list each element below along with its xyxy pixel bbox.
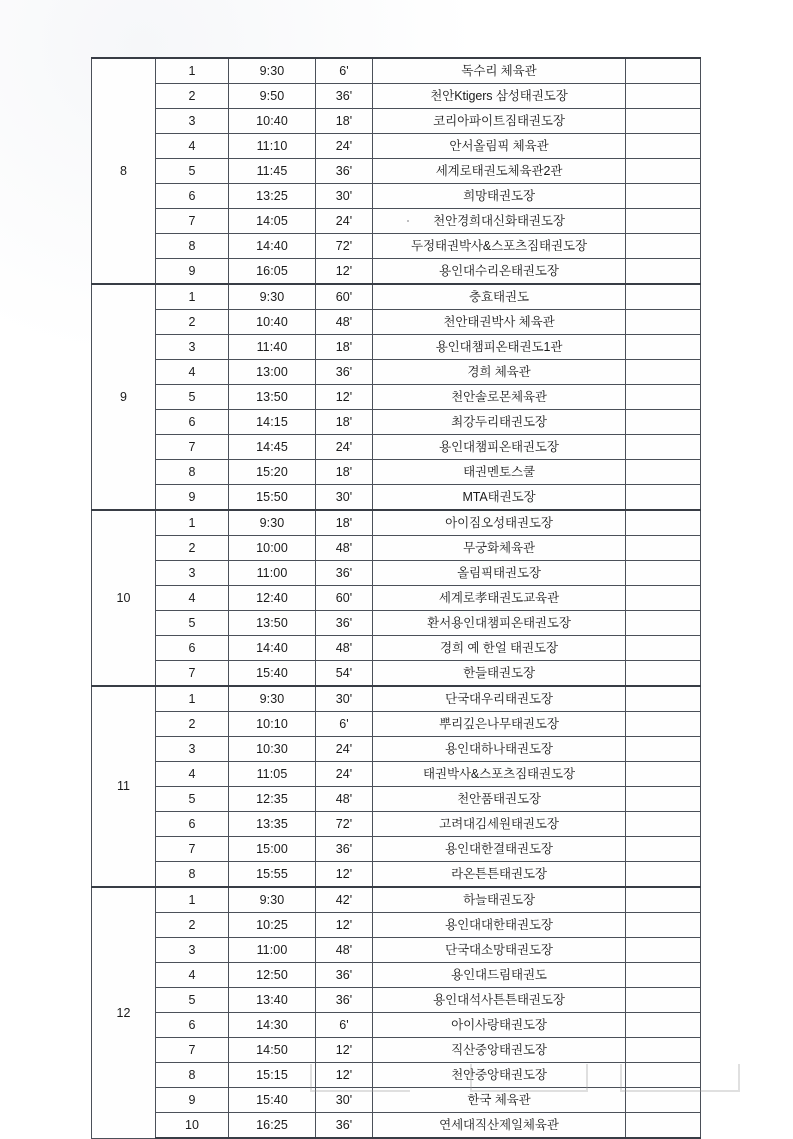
table-row xyxy=(92,812,701,837)
venue-name-cell: 용인대한결태권도장 xyxy=(373,837,626,862)
start-time-cell: 11:45 xyxy=(229,159,316,184)
table-row xyxy=(92,1113,701,1139)
notes-cell xyxy=(626,887,701,913)
table-row xyxy=(92,209,701,234)
venue-name-cell: 직산중앙태권도장 xyxy=(373,1038,626,1063)
table-row xyxy=(92,1038,701,1063)
notes-cell xyxy=(626,963,701,988)
row-number-cell: 7 xyxy=(156,435,229,460)
venue-name-cell: 뿌리깊은나무태권도장 xyxy=(373,712,626,737)
venue-name-cell: 용인대대한태권도장 xyxy=(373,913,626,938)
start-time-cell: 15:50 xyxy=(229,485,316,511)
duration-cell: 48' xyxy=(316,938,373,963)
duration-cell: 60' xyxy=(316,586,373,611)
table-row xyxy=(92,510,701,536)
start-time-cell: 9:30 xyxy=(229,58,316,84)
table-row xyxy=(92,963,701,988)
start-time-cell: 12:40 xyxy=(229,586,316,611)
venue-name-cell: 한국 체육관 xyxy=(373,1088,626,1113)
row-number-cell: 2 xyxy=(156,712,229,737)
venue-name-cell: 경희 예 한얼 태권도장 xyxy=(373,636,626,661)
row-number-cell: 3 xyxy=(156,561,229,586)
duration-cell: 6' xyxy=(316,712,373,737)
start-time-cell: 15:15 xyxy=(229,1063,316,1088)
duration-cell: 36' xyxy=(316,837,373,862)
venue-name-cell: 용인대챔피온태권도1관 xyxy=(373,335,626,360)
notes-cell xyxy=(626,284,701,310)
row-number-cell: 5 xyxy=(156,611,229,636)
row-number-cell: 7 xyxy=(156,1038,229,1063)
duration-cell: 36' xyxy=(316,1113,373,1139)
table-row xyxy=(92,1063,701,1088)
row-number-cell: 2 xyxy=(156,84,229,109)
start-time-cell: 13:35 xyxy=(229,812,316,837)
venue-name-cell: 천안솔로몬체육관 xyxy=(373,385,626,410)
start-time-cell: 9:30 xyxy=(229,887,316,913)
row-number-cell: 2 xyxy=(156,310,229,335)
table-row xyxy=(92,410,701,435)
notes-cell xyxy=(626,109,701,134)
duration-cell: 18' xyxy=(316,109,373,134)
notes-cell xyxy=(626,1088,701,1113)
venue-name-cell: 환서용인대챔피온태권도장 xyxy=(373,611,626,636)
venue-name-cell: 태권박사&스포츠짐태권도장 xyxy=(373,762,626,787)
row-number-cell: 8 xyxy=(156,234,229,259)
duration-cell: 30' xyxy=(316,184,373,209)
duration-cell: 36' xyxy=(316,159,373,184)
notes-cell xyxy=(626,209,701,234)
start-time-cell: 14:45 xyxy=(229,435,316,460)
venue-name-cell: 용인대수리온태권도장 xyxy=(373,259,626,285)
duration-cell: 60' xyxy=(316,284,373,310)
notes-cell xyxy=(626,58,701,84)
table-row xyxy=(92,310,701,335)
venue-name-cell: 세계로태권도체육관2관 xyxy=(373,159,626,184)
start-time-cell: 14:15 xyxy=(229,410,316,435)
notes-cell xyxy=(626,862,701,888)
table-row xyxy=(92,712,701,737)
start-time-cell: 15:40 xyxy=(229,1088,316,1113)
notes-cell xyxy=(626,310,701,335)
notes-cell xyxy=(626,938,701,963)
start-time-cell: 10:25 xyxy=(229,913,316,938)
start-time-cell: 11:40 xyxy=(229,335,316,360)
start-time-cell: 10:40 xyxy=(229,310,316,335)
row-number-cell: 1 xyxy=(156,510,229,536)
duration-cell: 30' xyxy=(316,485,373,511)
notes-cell xyxy=(626,1013,701,1038)
table-row xyxy=(92,661,701,687)
table-row xyxy=(92,1013,701,1038)
notes-cell xyxy=(626,1113,701,1139)
duration-cell: 36' xyxy=(316,963,373,988)
start-time-cell: 15:40 xyxy=(229,661,316,687)
venue-name-cell: MTA태권도장 xyxy=(373,485,626,511)
duration-cell: 12' xyxy=(316,259,373,285)
notes-cell xyxy=(626,234,701,259)
notes-cell xyxy=(626,913,701,938)
start-time-cell: 10:30 xyxy=(229,737,316,762)
schedule-table-body xyxy=(92,58,701,1138)
table-row xyxy=(92,611,701,636)
duration-cell: 24' xyxy=(316,435,373,460)
duration-cell: 72' xyxy=(316,234,373,259)
start-time-cell: 9:30 xyxy=(229,284,316,310)
duration-cell: 48' xyxy=(316,310,373,335)
row-number-cell: 4 xyxy=(156,360,229,385)
venue-name-cell: 희망태권도장 xyxy=(373,184,626,209)
table-row xyxy=(92,435,701,460)
table-row xyxy=(92,460,701,485)
table-row xyxy=(92,536,701,561)
venue-name-cell: 단국대우리태권도장 xyxy=(373,686,626,712)
group-number-cell: 8 xyxy=(92,58,156,284)
row-number-cell: 6 xyxy=(156,636,229,661)
venue-name-cell: 하늘태권도장 xyxy=(373,887,626,913)
table-row xyxy=(92,234,701,259)
group-number-cell: 12 xyxy=(92,887,156,1138)
duration-cell: 36' xyxy=(316,988,373,1013)
table-row xyxy=(92,58,701,84)
notes-cell xyxy=(626,787,701,812)
row-number-cell: 6 xyxy=(156,410,229,435)
row-number-cell: 6 xyxy=(156,812,229,837)
duration-cell: 24' xyxy=(316,209,373,234)
duration-cell: 18' xyxy=(316,460,373,485)
duration-cell: 18' xyxy=(316,410,373,435)
notes-cell xyxy=(626,636,701,661)
row-number-cell: 4 xyxy=(156,963,229,988)
venue-name-cell: 고려대김세원태권도장 xyxy=(373,812,626,837)
notes-cell xyxy=(626,837,701,862)
table-row xyxy=(92,335,701,360)
group-number-cell: 11 xyxy=(92,686,156,887)
duration-cell: 36' xyxy=(316,84,373,109)
notes-cell xyxy=(626,460,701,485)
duration-cell: 12' xyxy=(316,862,373,888)
row-number-cell: 8 xyxy=(156,862,229,888)
table-row xyxy=(92,360,701,385)
row-number-cell: 1 xyxy=(156,58,229,84)
start-time-cell: 14:30 xyxy=(229,1013,316,1038)
schedule-table xyxy=(91,57,701,1139)
table-row xyxy=(92,385,701,410)
start-time-cell: 11:10 xyxy=(229,134,316,159)
duration-cell: 72' xyxy=(316,812,373,837)
row-number-cell: 5 xyxy=(156,787,229,812)
start-time-cell: 10:00 xyxy=(229,536,316,561)
start-time-cell: 9:50 xyxy=(229,84,316,109)
row-number-cell: 8 xyxy=(156,1063,229,1088)
row-number-cell: 4 xyxy=(156,762,229,787)
venue-name-cell: 아이사랑태권도장 xyxy=(373,1013,626,1038)
venue-name-cell: 용인대챔피온태권도장 xyxy=(373,435,626,460)
table-row xyxy=(92,737,701,762)
row-number-cell: 5 xyxy=(156,385,229,410)
venue-name-cell: 천안중앙태권도장 xyxy=(373,1063,626,1088)
venue-name-cell: 안서올림픽 체육관 xyxy=(373,134,626,159)
notes-cell xyxy=(626,435,701,460)
duration-cell: 48' xyxy=(316,536,373,561)
table-row xyxy=(92,109,701,134)
table-row xyxy=(92,938,701,963)
duration-cell: 48' xyxy=(316,787,373,812)
venue-name-cell: 코리아파이트짐태권도장 xyxy=(373,109,626,134)
row-number-cell: 9 xyxy=(156,1088,229,1113)
notes-cell xyxy=(626,510,701,536)
start-time-cell: 12:50 xyxy=(229,963,316,988)
start-time-cell: 15:20 xyxy=(229,460,316,485)
table-row xyxy=(92,686,701,712)
venue-name-cell: 무궁화체육관 xyxy=(373,536,626,561)
group-number-cell: 9 xyxy=(92,284,156,510)
group-number-cell: 10 xyxy=(92,510,156,686)
table-row xyxy=(92,134,701,159)
notes-cell xyxy=(626,561,701,586)
table-row xyxy=(92,586,701,611)
duration-cell: 36' xyxy=(316,561,373,586)
start-time-cell: 16:05 xyxy=(229,259,316,285)
notes-cell xyxy=(626,586,701,611)
duration-cell: 30' xyxy=(316,686,373,712)
duration-cell: 12' xyxy=(316,385,373,410)
venue-name-cell: 아이짐오성태권도장 xyxy=(373,510,626,536)
venue-name-cell: 용인대석사튼튼태권도장 xyxy=(373,988,626,1013)
venue-name-cell: 최강두리태권도장 xyxy=(373,410,626,435)
table-row xyxy=(92,887,701,913)
start-time-cell: 9:30 xyxy=(229,510,316,536)
row-number-cell: 4 xyxy=(156,586,229,611)
notes-cell xyxy=(626,134,701,159)
duration-cell: 54' xyxy=(316,661,373,687)
notes-cell xyxy=(626,1038,701,1063)
notes-cell xyxy=(626,259,701,285)
start-time-cell: 16:25 xyxy=(229,1113,316,1139)
notes-cell xyxy=(626,335,701,360)
notes-cell xyxy=(626,712,701,737)
notes-cell xyxy=(626,159,701,184)
start-time-cell: 13:40 xyxy=(229,988,316,1013)
venue-name-cell: 용인대하나태권도장 xyxy=(373,737,626,762)
row-number-cell: 7 xyxy=(156,837,229,862)
row-number-cell: 6 xyxy=(156,1013,229,1038)
notes-cell xyxy=(626,184,701,209)
duration-cell: 6' xyxy=(316,1013,373,1038)
venue-name-cell: 천안태권박사 체육관 xyxy=(373,310,626,335)
table-row xyxy=(92,284,701,310)
notes-cell xyxy=(626,812,701,837)
venue-name-cell: 천안품태권도장 xyxy=(373,787,626,812)
start-time-cell: 11:00 xyxy=(229,561,316,586)
start-time-cell: 11:00 xyxy=(229,938,316,963)
duration-cell: 36' xyxy=(316,611,373,636)
table-row xyxy=(92,84,701,109)
notes-cell xyxy=(626,686,701,712)
notes-cell xyxy=(626,611,701,636)
table-row xyxy=(92,561,701,586)
duration-cell: 12' xyxy=(316,1063,373,1088)
table-row xyxy=(92,862,701,888)
start-time-cell: 10:10 xyxy=(229,712,316,737)
row-number-cell: 5 xyxy=(156,988,229,1013)
row-number-cell: 9 xyxy=(156,485,229,511)
row-number-cell: 1 xyxy=(156,686,229,712)
row-number-cell: 7 xyxy=(156,209,229,234)
duration-cell: 12' xyxy=(316,1038,373,1063)
row-number-cell: 3 xyxy=(156,109,229,134)
duration-cell: 18' xyxy=(316,510,373,536)
row-number-cell: 5 xyxy=(156,159,229,184)
row-number-cell: 9 xyxy=(156,259,229,285)
venue-name-cell: 경희 체육관 xyxy=(373,360,626,385)
schedule-table-wrapper xyxy=(91,57,700,1139)
row-number-cell: 10 xyxy=(156,1113,229,1139)
venue-name-cell: 충효태권도 xyxy=(373,284,626,310)
venue-name-cell: 연세대직산제일체육관 xyxy=(373,1113,626,1139)
venue-name-cell: 천안Ktigers 삼성태권도장 xyxy=(373,84,626,109)
start-time-cell: 15:00 xyxy=(229,837,316,862)
notes-cell xyxy=(626,737,701,762)
start-time-cell: 13:00 xyxy=(229,360,316,385)
notes-cell xyxy=(626,84,701,109)
table-row xyxy=(92,837,701,862)
table-row xyxy=(92,636,701,661)
table-row xyxy=(92,259,701,285)
venue-name-cell: 라온튼튼태권도장 xyxy=(373,862,626,888)
duration-cell: 24' xyxy=(316,762,373,787)
venue-name-cell: 용인대드림태권도 xyxy=(373,963,626,988)
table-row xyxy=(92,913,701,938)
table-row xyxy=(92,988,701,1013)
start-time-cell: 14:05 xyxy=(229,209,316,234)
row-number-cell: 1 xyxy=(156,284,229,310)
start-time-cell: 14:40 xyxy=(229,234,316,259)
row-number-cell: 4 xyxy=(156,134,229,159)
start-time-cell: 15:55 xyxy=(229,862,316,888)
notes-cell xyxy=(626,762,701,787)
row-number-cell: 7 xyxy=(156,661,229,687)
duration-cell: 18' xyxy=(316,335,373,360)
notes-cell xyxy=(626,385,701,410)
row-number-cell: 3 xyxy=(156,938,229,963)
row-number-cell: 6 xyxy=(156,184,229,209)
notes-cell xyxy=(626,360,701,385)
row-number-cell: 1 xyxy=(156,887,229,913)
row-number-cell: 2 xyxy=(156,913,229,938)
notes-cell xyxy=(626,988,701,1013)
notes-cell xyxy=(626,410,701,435)
start-time-cell: 11:05 xyxy=(229,762,316,787)
venue-name-cell: 천안경희대신화태권도장 xyxy=(373,209,626,234)
table-row xyxy=(92,184,701,209)
venue-name-cell: 독수리 체육관 xyxy=(373,58,626,84)
duration-cell: 24' xyxy=(316,134,373,159)
start-time-cell: 13:25 xyxy=(229,184,316,209)
start-time-cell: 10:40 xyxy=(229,109,316,134)
table-row xyxy=(92,787,701,812)
row-number-cell: 3 xyxy=(156,737,229,762)
table-row xyxy=(92,485,701,511)
venue-name-cell: 두정태권박사&스포츠짐태권도장 xyxy=(373,234,626,259)
venue-name-cell: 태권멘토스쿨 xyxy=(373,460,626,485)
duration-cell: 36' xyxy=(316,360,373,385)
duration-cell: 24' xyxy=(316,737,373,762)
venue-name-cell: 한들태권도장 xyxy=(373,661,626,687)
duration-cell: 42' xyxy=(316,887,373,913)
notes-cell xyxy=(626,536,701,561)
notes-cell xyxy=(626,485,701,511)
start-time-cell: 9:30 xyxy=(229,686,316,712)
duration-cell: 6' xyxy=(316,58,373,84)
duration-cell: 12' xyxy=(316,913,373,938)
venue-name-cell: 올림픽태권도장 xyxy=(373,561,626,586)
duration-cell: 30' xyxy=(316,1088,373,1113)
start-time-cell: 13:50 xyxy=(229,611,316,636)
venue-name-cell: 세계로孝태권도교육관 xyxy=(373,586,626,611)
start-time-cell: 14:50 xyxy=(229,1038,316,1063)
row-number-cell: 2 xyxy=(156,536,229,561)
start-time-cell: 13:50 xyxy=(229,385,316,410)
start-time-cell: 14:40 xyxy=(229,636,316,661)
table-row xyxy=(92,159,701,184)
table-row xyxy=(92,762,701,787)
notes-cell xyxy=(626,1063,701,1088)
venue-name-cell: 단국대소망태권도장 xyxy=(373,938,626,963)
notes-cell xyxy=(626,661,701,687)
start-time-cell: 12:35 xyxy=(229,787,316,812)
table-row xyxy=(92,1088,701,1113)
row-number-cell: 8 xyxy=(156,460,229,485)
row-number-cell: 3 xyxy=(156,335,229,360)
duration-cell: 48' xyxy=(316,636,373,661)
